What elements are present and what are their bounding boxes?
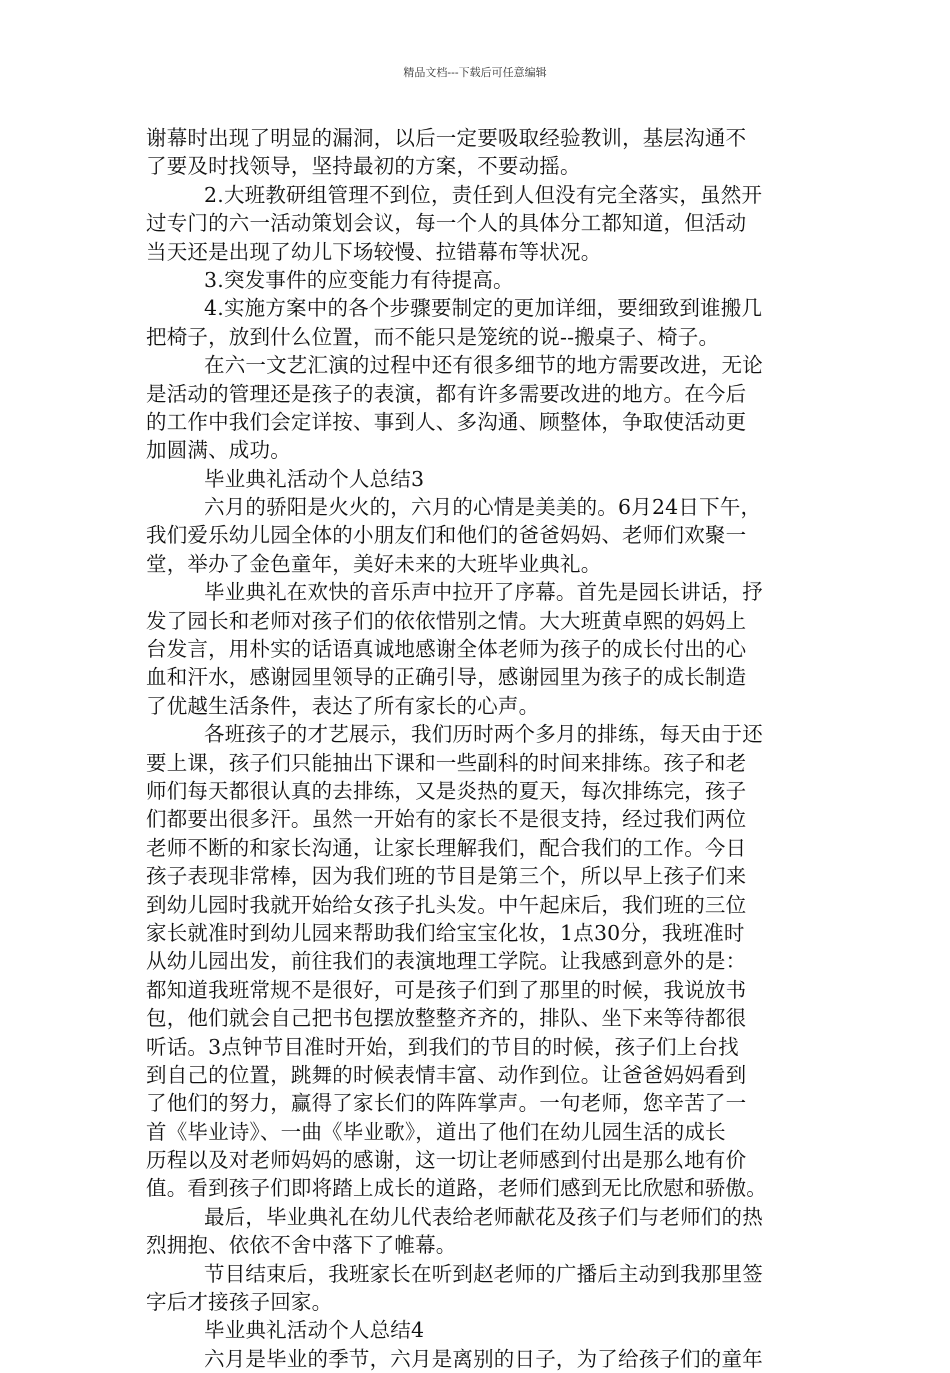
text-line: 毕业典礼活动个人总结3 (204, 466, 425, 491)
text-line: 节目结束后，我班家长在听到赵老师的广播后主动到我那里签 (204, 1261, 763, 1286)
text-line: 当天还是出现了幼儿下场较慢、拉错幕布等状况。 (146, 239, 602, 264)
text-line: 了优越生活条件，表达了所有家长的心声。 (146, 693, 540, 718)
text-line: 过专门的六一活动策划会议，每一个人的具体分工都知道，但活动 (146, 211, 747, 236)
text-line: 我们爱乐幼儿园全体的小朋友们和他们的爸爸妈妈、老师们欢聚一 (146, 523, 747, 548)
text-line: 历程以及对老师妈妈的感谢，这一切让老师感到付出是那么地有价 (146, 1148, 747, 1173)
page-header: 精品文档---下载后可任意编辑 (403, 66, 547, 79)
text-line: 堂，举办了金色童年，美好未来的大班毕业典礼。 (146, 551, 602, 576)
text-line: 包，他们就会自己把书包摆放整整齐齐的，排队、坐下来等待都很 (146, 1006, 747, 1031)
text-line: 发了园长和老师对孩子们的依依惜别之情。大大班黄卓熙的妈妈上 (146, 608, 747, 633)
text-line: 台发言，用朴实的话语真诚地感谢全体老师为孩子的成长付出的心 (146, 637, 747, 662)
text-line: 到幼儿园时我就开始给女孩子扎头发。中午起床后，我们班的三位 (146, 892, 747, 917)
text-line: 2.大班教研组管理不到位，责任到人但没有完全落实，虽然开 (204, 182, 763, 207)
text-line: 在六一文艺汇演的过程中还有很多细节的地方需要改进，无论 (204, 353, 763, 378)
text-line: 血和汗水，感谢园里领导的正确引导，感谢园里为孩子的成长制造 (146, 665, 747, 690)
text-line: 值。看到孩子们即将踏上成长的道路，老师们感到无比欣慰和骄傲。 (146, 1176, 767, 1201)
text-line: 们都要出很多汗。虽然一开始有的家长不是很支持，经过我们两位 (146, 807, 747, 832)
text-line: 都知道我班常规不是很好，可是孩子们到了那里的时候，我说放书 (146, 977, 747, 1002)
text-line: 孩子表现非常棒，因为我们班的节目是第三个，所以早上孩子们来 (146, 864, 747, 889)
text-line: 谢幕时出现了明显的漏洞，以后一定要吸取经验教训，基层沟通不 (146, 126, 747, 150)
text-line: 六月是毕业的季节，六月是离别的日子，为了给孩子们的童年 (204, 1346, 763, 1371)
text-line: 各班孩子的才艺展示，我们历时两个多月的排练，每天由于还 (204, 722, 763, 747)
text-line: 字后才接孩子回家。 (146, 1290, 333, 1315)
text-line: 老师不断的和家长沟通，让家长理解我们，配合我们的工作。今日 (146, 835, 747, 860)
text-line: 了要及时找领导，坚持最初的方案，不要动摇。 (146, 154, 581, 179)
text-line: 4.实施方案中的各个步骤要制定的更加详细，要细致到谁搬几 (204, 296, 763, 321)
text-line: 听话。3点钟节目准时开始，到我们的节目的时候，孩子们上台找 (146, 1034, 739, 1059)
text-line: 从幼儿园出发，前往我们的表演地理工学院。让我感到意外的是： (146, 949, 747, 974)
document-body (146, 124, 802, 1373)
text-line: 把椅子，放到什么位置，而不能只是笼统的说--搬桌子、椅子。 (146, 324, 720, 349)
text-line: 烈拥抱、依依不舍中落下了帷幕。 (146, 1233, 457, 1258)
text-line: 毕业典礼活动个人总结4 (204, 1318, 425, 1343)
text-line: 师们每天都很认真的去排练，又是炎热的夏天，每次排练完，孩子 (146, 778, 747, 803)
text-line: 的工作中我们会定详按、事到人、多沟通、顾整体，争取使活动更 (146, 409, 747, 434)
text-line: 到自己的位置，跳舞的时候表情丰富、动作到位。让爸爸妈妈看到 (146, 1062, 747, 1087)
text-line: 最后，毕业典礼在幼儿代表给老师献花及孩子们与老师们的热 (204, 1204, 763, 1229)
text-line: 了他们的努力，赢得了家长们的阵阵掌声。一句老师，您辛苦了一 (146, 1091, 747, 1116)
text-line: 3.突发事件的应变能力有待提高。 (204, 267, 514, 292)
text-line: 要上课，孩子们只能抽出下课和一些副科的时间来排练。孩子和老 (146, 750, 747, 775)
text-line: 家长就准时到幼儿园来帮助我们给宝宝化妆，1点30分，我班准时 (146, 920, 745, 945)
text-line: 加圆满、成功。 (146, 438, 291, 463)
text-line: 毕业典礼在欢快的音乐声中拉开了序幕。首先是园长讲话，抒 (204, 580, 763, 605)
text-line: 六月的骄阳是火火的，六月的心情是美美的。6月24日下午， (204, 495, 762, 520)
text-line: 首《毕业诗》、一曲《毕业歌》，道出了他们在幼儿园生活的成长 (146, 1119, 726, 1144)
text-line: 是活动的管理还是孩子的表演，都有许多需要改进的地方。在今后 (146, 381, 747, 406)
